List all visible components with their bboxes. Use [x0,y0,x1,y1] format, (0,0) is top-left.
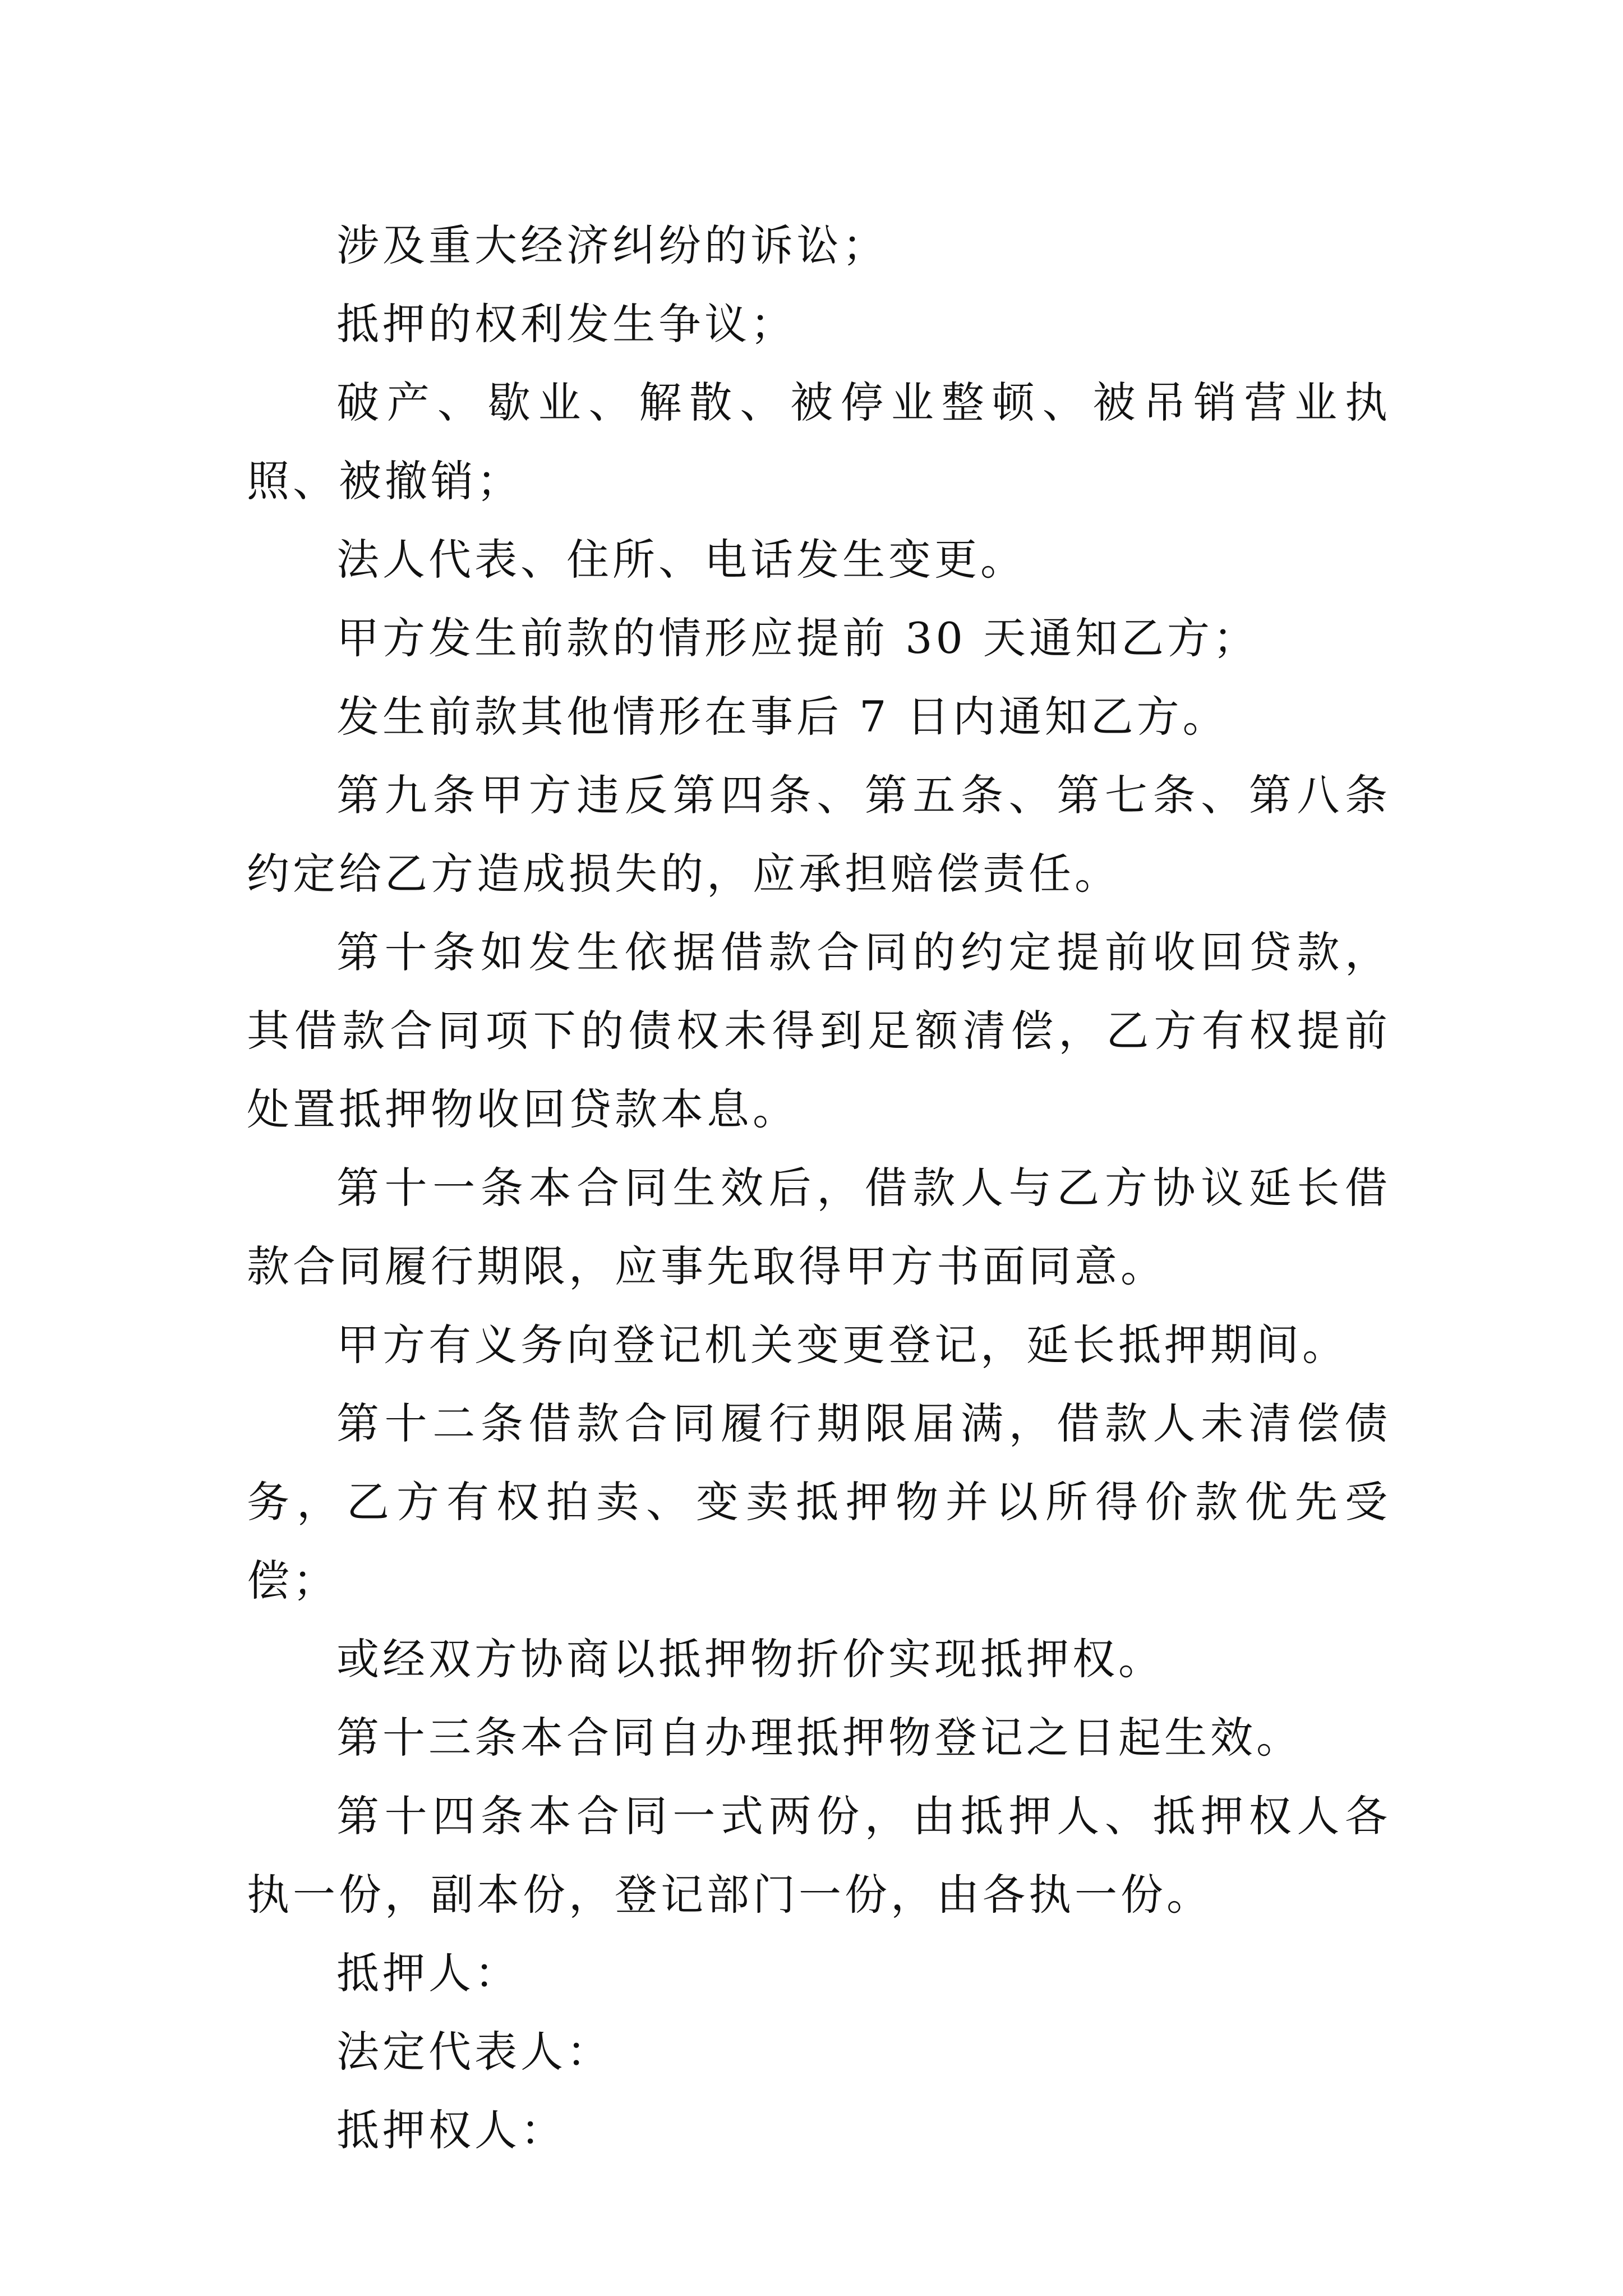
paragraph: 发生前款其他情形在事后 7 日内通知乙方。 [336,692,1229,742]
document-body [247,206,1391,2170]
paragraph: 第十二条借款合同履行期限届满，借款人未清偿债务，乙方有权拍卖、变卖抵押物并以所得价款优先受偿； [247,1398,1391,1605]
paragraph: 甲方有义务向登记机关变更登记，延长抵押期间。 [336,1320,1348,1370]
paragraph: 法人代表、住所、电话发生变更。 [336,535,1026,585]
paragraph: 第十条如发生依据借款合同的约定提前收回贷款，其借款合同项下的债权未得到足额清偿，乙方有权提前处置抵押物收回贷款本息。 [247,927,1391,1134]
paragraph: 第十三条本合同自办理抵押物登记之日起生效。 [336,1713,1302,1763]
paragraph: 第十四条本合同一式两份，由抵押人、抵押权人各执一份，副本份，登记部门一份，由各执一份。 [247,1791,1391,1920]
paragraph: 破产、歇业、解散、被停业整顿、被吊销营业执照、被撤销； [247,378,1391,506]
paragraph: 抵押的权利发生争议； [336,299,796,349]
paragraph: 第九条甲方违反第四条、第五条、第七条、第八条约定给乙方造成损失的，应承担赔偿责任。 [247,770,1391,899]
paragraph: 第十一条本合同生效后，借款人与乙方协议延长借款合同履行期限，应事先取得甲方书面同意。 [247,1163,1391,1291]
paragraph: 甲方发生前款的情形应提前 30 天通知乙方； [336,613,1260,663]
paragraph: 或经双方协商以抵押物折价实现抵押权。 [336,1634,1164,1684]
signature-line-mortgagee: 抵押权人： [336,2105,566,2155]
signature-line-legal-representative: 法定代表人： [336,2027,612,2077]
paragraph: 涉及重大经济纠纷的诉讼； [336,220,888,270]
signature-line-mortgagor: 抵押人： [336,1948,520,1998]
